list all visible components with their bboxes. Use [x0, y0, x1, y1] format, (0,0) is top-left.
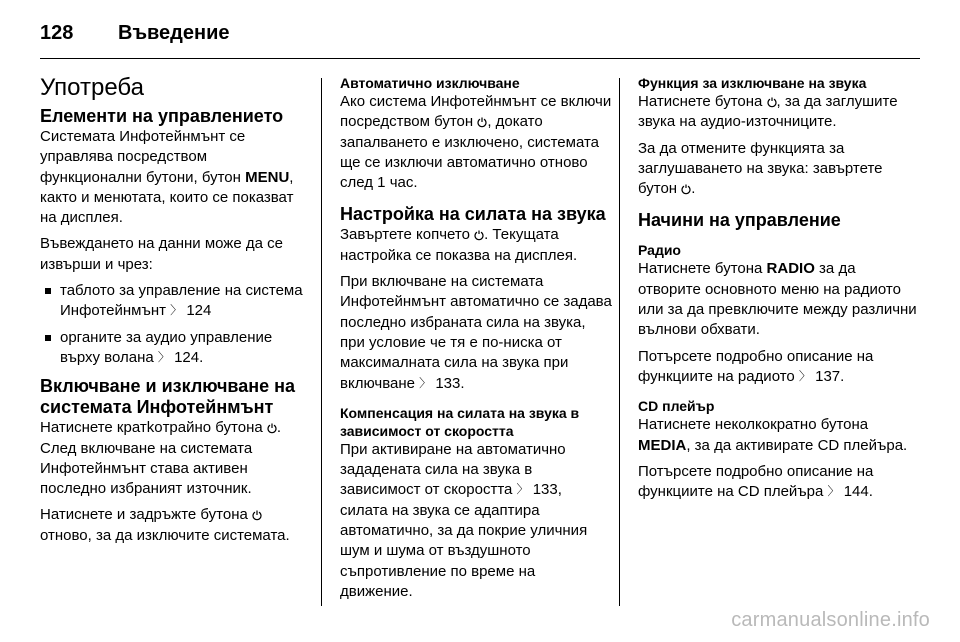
paragraph-cd: Натиснете неколкократно бутона MEDIA, за да активирате CD плейъра.: [638, 416, 908, 454]
heading-operation-modes: Начини на управление: [638, 210, 841, 231]
column-divider-1: [321, 78, 322, 606]
page-reference[interactable]: 144.: [843, 483, 873, 501]
header-divider: [40, 58, 920, 59]
heading-speed-volume: Компенсация на силата на звука в зависимост от скоростта: [340, 404, 580, 439]
reference-arrow-icon: 〉: [170, 303, 183, 318]
bullet-square: [45, 288, 51, 294]
paragraph-cd-ref: Потърсете подробно описание на функциите на CD плейъра 〉 144.: [638, 462, 874, 501]
page-reference[interactable]: 124.: [174, 348, 204, 366]
page-reference[interactable]: 124: [186, 302, 212, 320]
paragraph-power-on: Натиснете кратkoтрайно бутона . След включване на системата Инфотейнмънт става активен последно избраният източник.: [40, 419, 282, 498]
page-title: Въведение: [118, 22, 230, 44]
page-header: [40, 20, 920, 46]
paragraph-volume-startup: При включване на системата Инфотейнмънт автоматично се задава последно избраната сила на звука, при условие че тя е по-ниска от максималната сила на звука при включване 〉 133.: [340, 273, 612, 392]
reference-arrow-icon: 〉: [798, 368, 811, 383]
paragraph-radio: Натиснете бутона RADIO за да отворите основното меню на радиото или за да превключите между различни вълнови обхвати.: [638, 260, 917, 339]
reference-arrow-icon: 〉: [516, 482, 529, 497]
reference-arrow-icon: 〉: [827, 484, 840, 499]
radio-key-label: RADIO: [766, 260, 815, 278]
column-1: [40, 74, 312, 552]
page-reference[interactable]: 137.: [815, 367, 845, 385]
heading-radio: Радио: [638, 242, 681, 259]
heading-auto-off: Автоматично изключване: [340, 75, 520, 91]
page-reference[interactable]: 133,: [532, 481, 562, 499]
list-item: органите за аудио управление върху волана 〉 124.: [40, 328, 312, 369]
section-title-usage: Употреба: [40, 74, 144, 101]
reference-arrow-icon: 〉: [157, 349, 170, 364]
media-key-label: MEDIA: [638, 436, 687, 454]
heading-power: Включване и изключване на системата Инфотейнмънт: [40, 376, 296, 418]
paragraph-radio-ref: Потърсете подробно описание на функциите на радиото 〉 137.: [638, 347, 874, 385]
power-icon: [477, 117, 487, 127]
bullet-square: [45, 335, 51, 341]
volume-knob-icon: [767, 97, 777, 107]
paragraph-input: Въвеждането на данни може да се извърши и чрез:: [40, 235, 283, 273]
paragraph-volume-knob: Завъртете копчето . Текущата настройка се показва на дисплея.: [340, 226, 578, 264]
paragraph-speed-volume: При активиране на автоматично зададената сила на звука в зависимост от скоростта 〉 133, силата на звука се адаптира автоматично, за да покрие уличния шум и шума от въздушното съпротивление по време на движение.: [340, 440, 588, 600]
column-3: [638, 74, 920, 508]
watermark: carmanualsonline.info: [731, 609, 930, 631]
volume-knob-icon: [474, 230, 484, 240]
heading-cd-player: CD плейър: [638, 398, 715, 415]
input-methods-list: [40, 281, 312, 368]
paragraph-auto-off: Ако система Инфотейнмънт се включи посредством бутон , докато запалването е изключено, системата ще се изключи автоматично отново след 1 час.: [340, 93, 612, 192]
heading-mute: Функция за изключване на звука: [638, 75, 867, 91]
paragraph-power-off: Натиснете и задръжте бутона отново, за да изключите системата.: [40, 506, 290, 544]
heading-controls: Елементи на управлението: [40, 106, 284, 126]
column-2: [340, 74, 612, 608]
column-divider-2: [619, 78, 620, 606]
page-number: 128: [40, 22, 74, 44]
paragraph-unmute: За да отмените функцията за заглушаването на звука: завъртете бутон .: [638, 139, 883, 198]
heading-volume: Настройка на силата на звука: [340, 204, 606, 225]
power-icon: [267, 423, 277, 433]
power-icon: [252, 510, 262, 520]
reference-arrow-icon: 〉: [419, 375, 432, 390]
paragraph-mute: Натиснете бутона , за да заглушите звука на аудио-източниците.: [638, 93, 898, 131]
page-reference[interactable]: 133.: [435, 374, 465, 392]
menu-key-label: MENU: [245, 168, 290, 186]
volume-knob-icon: [681, 184, 691, 194]
paragraph-controls: Системата Инфотейнмънт се управлява посредством функционални бутони, бутон MENU, както и менютата, които се показват на дисплея.: [40, 128, 294, 227]
list-item: таблото за управление на система Инфотейнмънт 〉 124: [40, 281, 312, 322]
